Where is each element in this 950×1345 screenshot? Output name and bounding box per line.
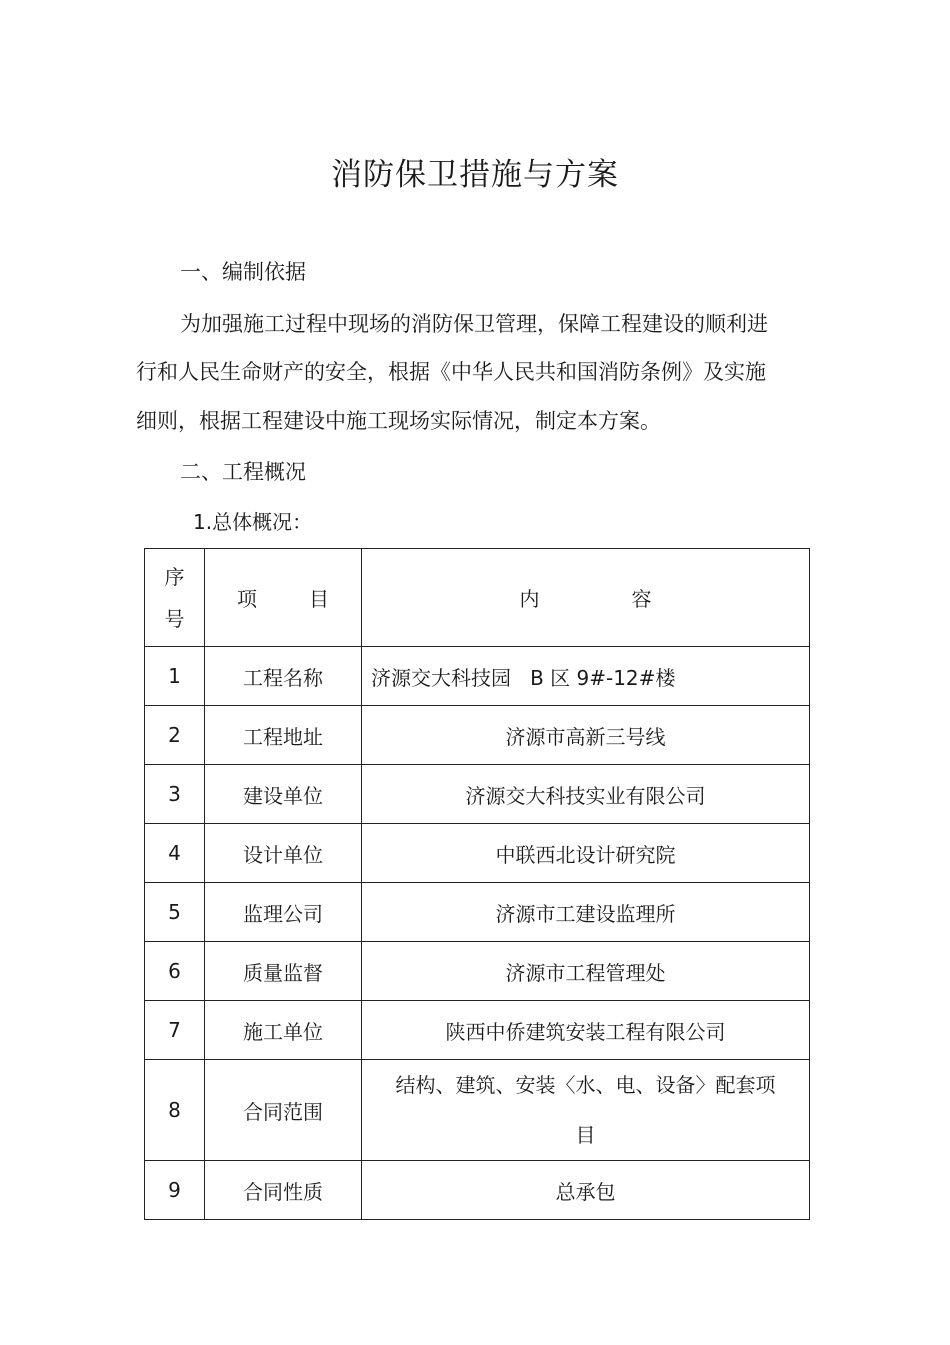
paragraph-line: 行和人民生命财产的安全，根据《中华人民共和国消防条例》及实施 [136,360,766,384]
cell-seq: 1 [145,647,205,706]
cell-item: 合同范围 [205,1060,362,1161]
cell-item: 工程名称 [205,647,362,706]
cell-content: 济源市工建设监理所 [362,883,810,942]
cell-content: 济源交大科技园 B 区 9#-12#楼 [362,647,810,706]
table-row [145,942,810,1001]
cell-seq: 6 [145,942,205,1001]
cell-seq: 7 [145,1001,205,1060]
header-content-char: 容 [631,587,652,611]
cell-seq: 5 [145,883,205,942]
document-title: 消防保卫措施与方案 [331,157,619,193]
project-overview-table [144,548,810,1220]
cell-content: 结构、建筑、安装〈水、电、设备〉配套项目 [362,1060,810,1161]
cell-item: 施工单位 [205,1001,362,1060]
header-seq-line: 号 [164,606,185,631]
cell-seq: 3 [145,765,205,824]
cell-seq: 4 [145,824,205,883]
cell-item: 质量监督 [205,942,362,1001]
table-row [145,883,810,942]
cell-seq: 8 [145,1060,205,1161]
cell-content: 陕西中侨建筑安装工程有限公司 [362,1001,810,1060]
header-content-char: 内 [519,587,540,611]
cell-content: 济源市工程管理处 [362,942,810,1001]
table-row [145,824,810,883]
section-heading-basis: 一、编制依据 [180,260,306,284]
paragraph-line: 细则，根据工程建设中施工现场实际情况，制定本方案。 [136,409,661,433]
header-item-char: 项 [237,587,257,611]
cell-item: 合同性质 [205,1161,362,1220]
table-header-row [145,549,810,647]
cell-seq: 2 [145,706,205,765]
header-seq [145,549,205,647]
header-seq-line: 序 [164,564,185,589]
cell-content: 总承包 [362,1161,810,1220]
table-row [145,1001,810,1060]
table-row [145,706,810,765]
section-heading-overview: 二、工程概况 [180,460,306,484]
cell-item: 建设单位 [205,765,362,824]
paragraph-line: 为加强施工过程中现场的消防保卫管理，保障工程建设的顺利进 [180,312,768,336]
cell-content: 中联西北设计研究院 [362,824,810,883]
table-row [145,1060,810,1161]
header-item [205,549,362,647]
cell-item: 工程地址 [205,706,362,765]
header-item-char: 目 [309,587,329,611]
cell-seq: 9 [145,1161,205,1220]
cell-content: 济源市高新三号线 [362,706,810,765]
table-row [145,1161,810,1220]
cell-content: 济源交大科技实业有限公司 [362,765,810,824]
subsection-heading: 1.总体概况： [193,510,313,534]
cell-item: 设计单位 [205,824,362,883]
header-content [362,549,810,647]
cell-item: 监理公司 [205,883,362,942]
table-row [145,765,810,824]
table-row [145,647,810,706]
